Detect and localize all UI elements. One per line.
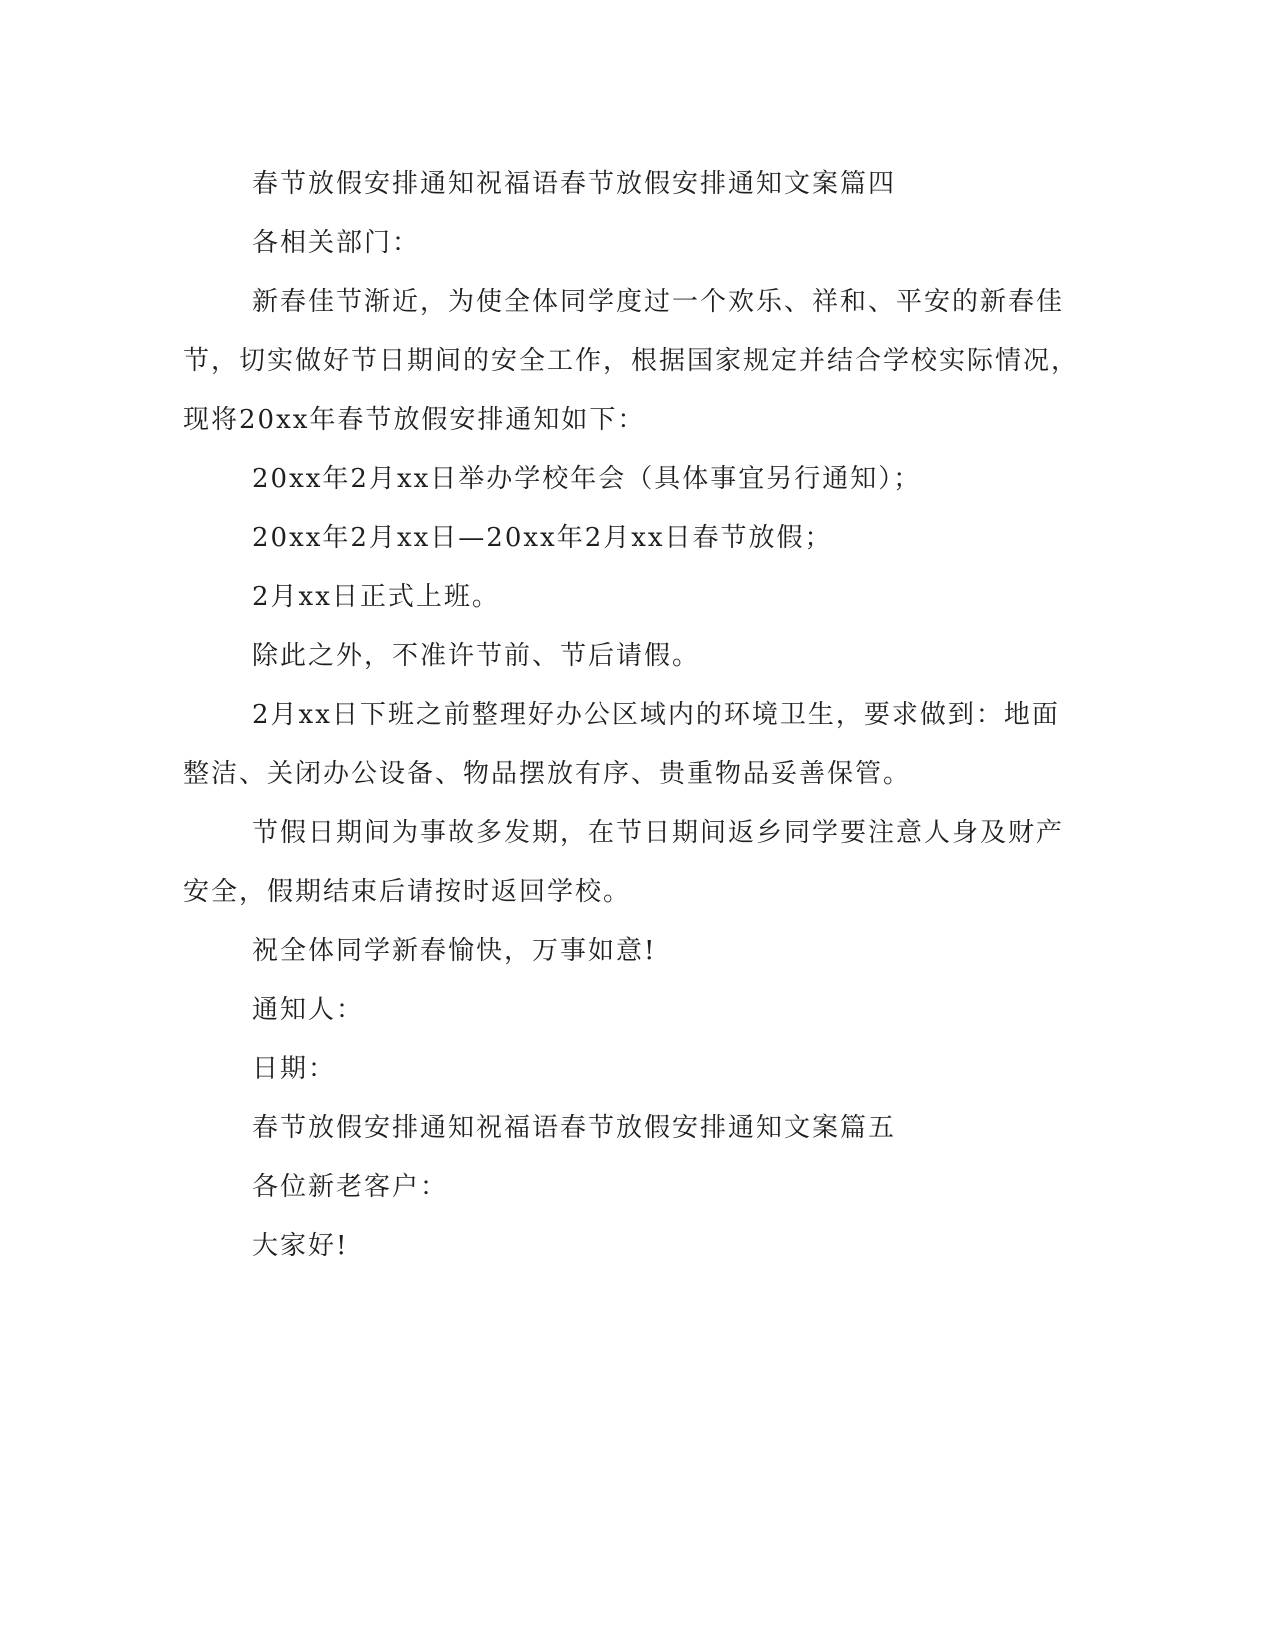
greeting-line: 祝全体同学新春愉快，万事如意!	[252, 936, 657, 966]
paragraph: 节假日期间为事故多发期，在节日期间返乡同学要注意人身及财产安全，假期结束后请按时返回学校。	[183, 818, 1065, 907]
document-body	[183, 155, 1083, 1276]
notifier-label: 通知人：	[252, 995, 365, 1025]
greeting-line: 大家好!	[252, 1231, 349, 1261]
paragraph: 新春佳节渐近，为使全体同学度过一个欢乐、祥和、平安的新春佳节，切实做好节日期间的安全工作，根据国家规定并结合学校实际情况，现将20xx年春节放假安排通知如下：	[183, 287, 1080, 435]
paragraph: 20xx年2月xx日举办学校年会（具体事宜另行通知）；	[252, 464, 922, 494]
paragraph: 2月xx日下班之前整理好办公区域内的环境卫生，要求做到：地面整洁、关闭办公设备、物品摆放有序、贵重物品妥善保管。	[183, 700, 1060, 789]
paragraph: 除此之外，不准许节前、节后请假。	[252, 641, 701, 671]
section-title: 春节放假安排通知祝福语春节放假安排通知文案篇五	[252, 1113, 897, 1143]
paragraph: 20xx年2月xx日—20xx年2月xx日春节放假；	[252, 523, 833, 553]
salutation: 各相关部门：	[252, 228, 421, 258]
date-label: 日期：	[252, 1054, 337, 1084]
section-title: 春节放假安排通知祝福语春节放假安排通知文案篇四	[252, 169, 897, 199]
salutation: 各位新老客户：	[252, 1172, 449, 1202]
paragraph: 2月xx日正式上班。	[252, 582, 500, 612]
